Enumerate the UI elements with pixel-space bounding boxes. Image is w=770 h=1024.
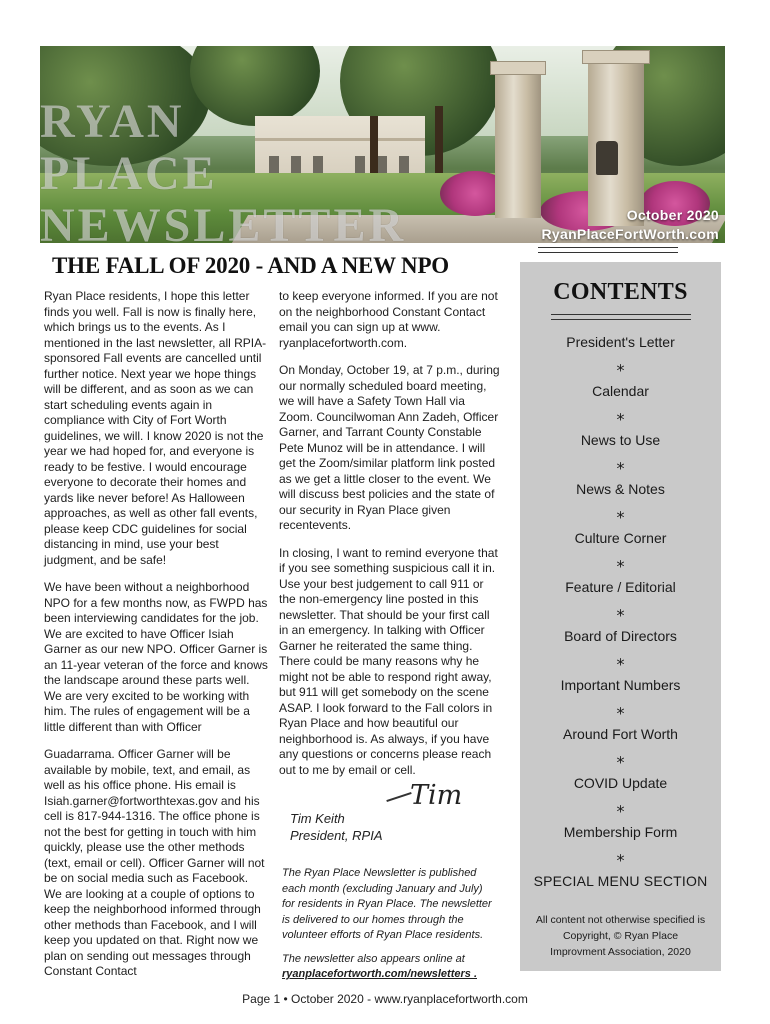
toc-item-feature-editorial[interactable]: Feature / Editorial bbox=[565, 579, 676, 595]
note-paragraph: The Ryan Place Newsletter is published each month (excluding January and July) for residents in Ryan Place. The newsletter is delivered to our homes through the volunteer efforts of Ryan Place residents. bbox=[282, 867, 492, 941]
toc-item-calendar[interactable]: Calendar bbox=[592, 383, 649, 399]
masthead-date-block bbox=[542, 206, 720, 243]
asterisk-separator-icon: ⁎ bbox=[616, 554, 625, 571]
page-footer: Page 1 • October 2020 - www.ryanplacefortworth.com bbox=[242, 992, 528, 1006]
paragraph: Ryan Place residents, I hope this letter finds you well. Fall is now is finally here, which brings us to the events. As I mentioned in the last newsletter, all RPIA-sponsored Fall events are cancelled until further notice. Next year we hope things will be different, and as soon as we can start scheduling events again in compliance with City of Fort Worth guidelines, we will. I know 2020 is not the year we had hoped for, and everyone is ready to be festive. I would encourage everyone to decorate their homes and yards like never before! As Halloween approaches, as well as other fall events, please keep CDC guidelines for social distancing in mind, use your best judgment, and be safe! bbox=[44, 289, 267, 567]
toc-item-important-numbers[interactable]: Important Numbers bbox=[560, 677, 681, 693]
toc-item-around-fort-worth[interactable]: Around Fort Worth bbox=[563, 726, 678, 742]
paragraph: to keep everyone informed. If you are not on the neighborhood Constant Contact email you can sign up at www. ryanplacefortworth.com. bbox=[279, 289, 498, 350]
toc-item-membership-form[interactable]: Membership Form bbox=[563, 824, 678, 840]
gate-pillar-cap bbox=[582, 50, 650, 64]
gate-pillar-cap bbox=[490, 61, 546, 75]
asterisk-separator-icon: ⁎ bbox=[616, 603, 625, 620]
note-paragraph bbox=[282, 952, 498, 983]
handwritten-signature: Tim bbox=[410, 780, 463, 811]
signer-name: Tim Keith bbox=[290, 811, 345, 826]
contents-list bbox=[520, 334, 721, 890]
contents-top-rule bbox=[538, 247, 678, 253]
asterisk-separator-icon: ⁎ bbox=[616, 848, 625, 865]
article-headline: THE FALL OF 2020 - AND A NEW NPO bbox=[52, 253, 449, 278]
contents-title: CONTENTS bbox=[553, 279, 688, 305]
masthead-photo bbox=[40, 46, 725, 243]
asterisk-separator-icon: ⁎ bbox=[616, 799, 625, 816]
paragraph: We have been without a neighborhood NPO for a few months now, as FWPD has been interviewing candidates for the job. We are excited to have Officer Isiah Garner as our new NPO. Officer Garner is an 11-year veteran of the force and knows the landscape around these parts well. We are very excited to be working with him. The rules of engagement will be a little different than with Officer bbox=[44, 580, 268, 734]
article-column-1 bbox=[44, 289, 268, 992]
publication-note bbox=[282, 866, 498, 991]
toc-item-culture-corner[interactable]: Culture Corner bbox=[574, 530, 667, 546]
toc-item-news-notes[interactable]: News & Notes bbox=[576, 481, 665, 497]
gate-pillar bbox=[495, 68, 541, 218]
toc-item-special-menu-section[interactable]: SPECIAL MENU SECTION bbox=[533, 873, 708, 889]
asterisk-separator-icon: ⁎ bbox=[616, 407, 625, 424]
copyright-notice: All content not otherwise specified is Copyright, © Ryan Place Improvment Association, 2020 bbox=[535, 914, 706, 958]
note-online-text: The newsletter also appears online at bbox=[282, 952, 465, 965]
website-label: RyanPlaceFortWorth.com bbox=[541, 226, 719, 242]
toc-item-news-to-use[interactable]: News to Use bbox=[580, 432, 661, 448]
toc-item-board-of-directors[interactable]: Board of Directors bbox=[564, 628, 677, 644]
gate-plaque bbox=[596, 141, 618, 175]
asterisk-separator-icon: ⁎ bbox=[616, 652, 625, 669]
contents-sidebar bbox=[520, 262, 721, 971]
signature-flourish bbox=[386, 792, 411, 802]
paragraph: In closing, I want to remind everyone that if you see something suspicious call it in. Use your best judgement to call 911 or the non-emergency line posted in this newsletter. That should be your first call in an emergency. In talking with Officer Garner he reiterated the same thing. There could be many reasons why he might not be able to respond right away, but 911 will get somebody on the scene ASAP. I look forward to the Fall colors in Ryan Place and how beautiful our neighborhood is. As always, if you have any questions or concerns please reach out to me by email or cell. bbox=[279, 545, 498, 777]
masthead-title: RYAN PLACE NEWSLETTER bbox=[40, 95, 407, 243]
newsletter-archive-link[interactable]: ryanplacefortworth.com/newsletters . bbox=[282, 968, 477, 980]
signature-block bbox=[290, 810, 383, 844]
contents-title-rule bbox=[551, 314, 691, 320]
issue-date: October 2020 bbox=[626, 207, 719, 223]
asterisk-separator-icon: ⁎ bbox=[616, 701, 625, 718]
asterisk-separator-icon: ⁎ bbox=[616, 456, 625, 473]
asterisk-separator-icon: ⁎ bbox=[616, 505, 625, 522]
toc-item-presidents-letter[interactable]: President's Letter bbox=[566, 334, 675, 350]
article-column-2 bbox=[279, 289, 501, 790]
asterisk-separator-icon: ⁎ bbox=[616, 750, 625, 767]
signer-role: President, RPIA bbox=[290, 828, 383, 843]
paragraph: Guadarrama. Officer Garner will be available by mobile, text, and email, as well as his office phone. His email is Isiah.garner@fortworthtexas.gov and his cell is 817-944-1316. The office phone is not the best for getting in touch with him quickly, please use the other methods (text, email or cell). Officer Garner will not be on social media such as Facebook. We are looking at a couple of options to keep the neighborhood informed through other methods than Facebook, and I will keep you updated on that. Right now we plan on sending out messages through Constant Contact bbox=[44, 747, 265, 978]
toc-item-covid-update[interactable]: COVID Update bbox=[573, 775, 668, 791]
paragraph: On Monday, October 19, at 7 p.m., during our normally scheduled board meeting, we will have a Safety Town Hall via Zoom. Councilwoman Ann Zadeh, Officer Garner, and Tarrant County Constable Pete Munoz will be in attendance. I will get the Zoom/similar platform link posted as we get a little closer to the event. We will discuss best policies and the state of our security in Ryan Place given recentevents. bbox=[279, 363, 500, 532]
asterisk-separator-icon: ⁎ bbox=[616, 358, 625, 375]
